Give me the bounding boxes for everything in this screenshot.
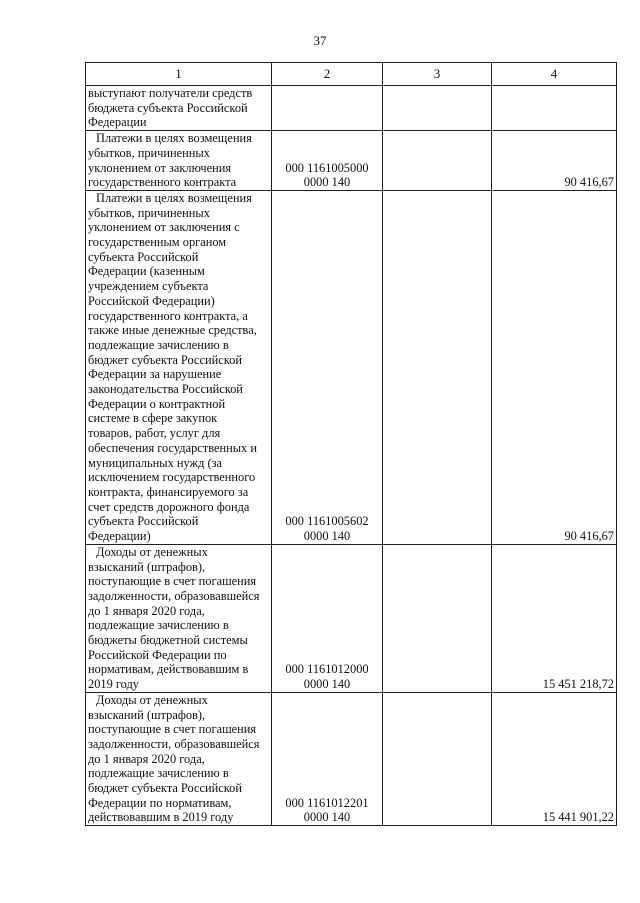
description-line: поступающие в счет погашения: [88, 722, 257, 737]
row-description: [86, 86, 272, 131]
code-line: 0000 140: [303, 810, 351, 825]
description-line: государственным органом: [88, 235, 227, 250]
description-line: товаров, работ, услуг для: [88, 426, 221, 441]
row-description: [86, 131, 272, 191]
description-line: задолженности, образовавшейся: [88, 588, 260, 603]
row-col3: [383, 692, 492, 825]
description-line: бюджета субъекта Российской: [88, 100, 248, 115]
description-line: взысканий (штрафов),: [88, 559, 206, 574]
description-line: законодательства Российской: [88, 382, 243, 397]
description-line: Федерации): [88, 529, 151, 544]
row-code: [272, 692, 383, 825]
description-line: Платежи в целях возмещения: [96, 190, 252, 205]
row-amount: [492, 86, 617, 131]
row-amount: 15 451 218,72: [492, 544, 617, 692]
row-description: [86, 692, 272, 825]
description-line: счет средств дорожного фонда: [88, 499, 250, 514]
column-header-2: 2: [272, 63, 383, 86]
description-line: исключением государственного: [88, 470, 256, 485]
row-amount: 90 416,67: [492, 190, 617, 544]
row-code: [272, 544, 383, 692]
description-line: Федерации (казенным: [88, 264, 205, 279]
code-line: 0000 140: [303, 677, 351, 692]
description-line: Доходы от денежных: [96, 692, 208, 707]
description-line: Российской Федерации): [88, 293, 215, 308]
description-line: субъекта Российской: [88, 514, 199, 529]
row-code: [272, 86, 383, 131]
table-row: [86, 86, 617, 131]
description-line: нормативам, действовавшим в: [88, 662, 249, 677]
row-description: [86, 544, 272, 692]
description-line: Федерации за нарушение: [88, 367, 222, 382]
description-line: взысканий (штрафов),: [88, 707, 206, 722]
description-line: 2019 году: [88, 677, 139, 692]
table-row: [86, 190, 617, 544]
row-amount: 15 441 901,22: [492, 692, 617, 825]
row-description: [86, 190, 272, 544]
description-line: обеспечения государственных и: [88, 440, 257, 455]
description-line: до 1 января 2020 года,: [88, 751, 205, 766]
description-line: бюджеты бюджетной системы: [88, 633, 248, 648]
description-line: действовавшим в 2019 году: [88, 810, 234, 825]
code-line: 000 1161005000: [285, 160, 369, 175]
description-line: Федерации: [88, 115, 147, 130]
description-line: бюджет субъекта Российской: [88, 781, 242, 796]
description-line: системе в сфере закупок: [88, 411, 218, 426]
table-header-row: [86, 63, 617, 86]
description-line: государственного контракта: [88, 175, 237, 190]
description-line: учреждением субъекта: [88, 279, 209, 294]
description-line: Российской Федерации по: [88, 647, 227, 662]
description-line: бюджет субъекта Российской: [88, 352, 242, 367]
description-line: выступают получатели средств: [88, 86, 253, 100]
description-line: муниципальных нужд (за: [88, 455, 223, 470]
description-line: Федерации о контрактной: [88, 396, 226, 411]
column-header-1: 1: [86, 63, 272, 86]
description-line: Платежи в целях возмещения: [96, 131, 252, 146]
description-line: подлежащие зачислению в: [88, 618, 229, 633]
row-col3: [383, 131, 492, 191]
row-col3: [383, 86, 492, 131]
description-line: подлежащие зачислению в: [88, 766, 229, 781]
row-col3: [383, 544, 492, 692]
description-line: до 1 января 2020 года,: [88, 603, 205, 618]
row-amount: 90 416,67: [492, 131, 617, 191]
description-line: убытков, причиненных: [88, 145, 210, 160]
code-line: 0000 140: [303, 175, 351, 190]
description-line: подлежащие зачислению в: [88, 337, 229, 352]
code-line: 000 1161012000: [285, 662, 369, 677]
description-line: Доходы от денежных: [96, 544, 208, 559]
description-line: уклонением от заключения с: [88, 220, 240, 235]
description-line: поступающие в счет погашения: [88, 574, 257, 589]
page-number: 37: [313, 33, 327, 48]
description-line: задолженности, образовавшейся: [88, 736, 260, 751]
row-code: [272, 131, 383, 191]
code-line: 000 1161005602: [285, 514, 369, 529]
code-line: 0000 140: [303, 529, 351, 544]
column-header-4: 4: [492, 63, 617, 86]
column-header-3: 3: [383, 63, 492, 86]
revenue-table: [85, 62, 617, 826]
description-line: Федерации по нормативам,: [88, 795, 232, 810]
description-line: субъекта Российской: [88, 249, 199, 264]
code-line: 000 1161012201: [285, 795, 369, 810]
description-line: также иные денежные средства,: [88, 323, 257, 338]
description-line: убытков, причиненных: [88, 205, 210, 220]
description-line: контракта, финансируемого за: [88, 484, 249, 499]
description-line: уклонением от заключения: [88, 160, 232, 175]
description-line: государственного контракта, а: [88, 308, 248, 323]
table-row: [86, 544, 617, 692]
row-code: [272, 190, 383, 544]
table-row: [86, 131, 617, 191]
row-col3: [383, 190, 492, 544]
table-row: [86, 692, 617, 825]
